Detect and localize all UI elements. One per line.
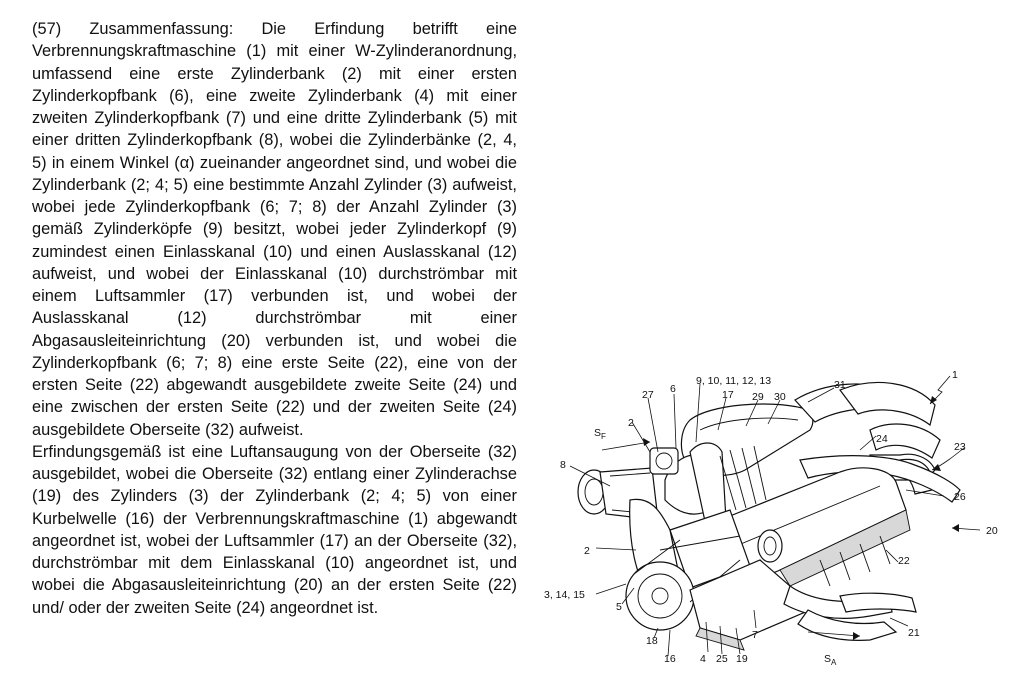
label-16: 16 xyxy=(664,653,676,665)
label-26: 26 xyxy=(954,491,966,503)
label-sa-main: S xyxy=(824,653,832,665)
label-5: 5 xyxy=(616,601,622,613)
label-7: 7 xyxy=(752,629,758,641)
abstract-paragraph-1: (57) Zusammenfassung: Die Erfindung betrifft eine Verbrennungskraftmaschine (1) mit einer W-Zylinderanordnung, umfassend eine erste Zylinderbank (2) mit einer ersten Zylinderkopfbank (6), eine zweite Zylinderbank (4) mit einer zweiten Zylinderkopfbank (7) und eine dritte Zylinderbank (5) mit einer dritten Zylinderkopfbank (8), wobei die Zylinderbänke (2, 4, 5) in einem Winkel (α) zueinander angeordnet sind, und wobei die Zylinderbank (2; 4; 5) eine bestimmte Anzahl Zylinder (3) aufweist, wobei jede Zylinderkopfbank (6; 7; 8) der Anzahl Zylinder (3) gemäß Zylinderköpfe (9) besitzt, wobei jeder Zylinderkopf (9) zumindest einen Einlasskanal (10) und einen Auslasskanal (12) aufweist, und wobei der Einlasskanal (10) durchströmbar mit einem Luftsammler (17) verbunden ist, und wobei der Auslasskanal (12) durchströmbar mit einer Abgasausleiteinrichtung (20) verbunden ist, und wobei die Zylinderkopfbank (6; 7; 8) eine erste Seite (22), eine von der ersten Seite (22) abgewandt ausgebildete zweite Seite (24) und eine zwischen der ersten Seite (22) und der zweiten Seite (24) ausgebildete Oberseite (32) aufweist. xyxy=(32,20,517,439)
label-sa-sub: A xyxy=(831,658,837,667)
label-22: 22 xyxy=(898,555,910,567)
label-18: 18 xyxy=(646,635,658,647)
label-8: 8 xyxy=(560,459,566,471)
label-25: 25 xyxy=(716,653,728,665)
label-sf-main: S xyxy=(594,427,602,439)
label-1: 1 xyxy=(952,369,958,381)
engine-drawing xyxy=(540,360,1024,684)
label-sf xyxy=(594,427,606,441)
abstract-paragraph-2: Erfindungsgemäß ist eine Luftansaugung von der Oberseite (32) ausgebildet, wobei die Oberseite (32) entlang einer Zylinderachse (19) des Zylinders (3) der Zylinderbank (2; 4; 5) von einer Kurbelwelle (16) der Verbrennungskraftmaschine (1) abgewandt angeordnet ist, wobei der Luftsammler (17) an der Oberseite (32), durchströmbar mit dem Einlasskanal (10) angeordnet ist, und wobei die Abgasausleiteinrichtung (20) an der ersten Seite (22) und/ oder der zweiten Seite (24) angeordnet ist. xyxy=(32,442,517,617)
label-23: 23 xyxy=(954,441,966,453)
label-29: 29 xyxy=(752,391,764,403)
label-24: 24 xyxy=(876,433,888,445)
label-17: 17 xyxy=(722,389,734,401)
label-9-13: 9, 10, 11, 12, 13 xyxy=(696,375,772,387)
label-2-top: 2 xyxy=(628,417,634,429)
abstract-text xyxy=(32,18,517,619)
label-2-bottom: 2 xyxy=(584,545,590,557)
engine-figure xyxy=(540,360,1024,684)
label-3-14-15: 3, 14, 15 xyxy=(544,589,585,601)
label-27: 27 xyxy=(642,389,654,401)
label-20: 20 xyxy=(986,525,998,537)
label-sa xyxy=(824,653,837,667)
label-30: 30 xyxy=(774,391,786,403)
label-21: 21 xyxy=(908,627,920,639)
label-6: 6 xyxy=(670,383,676,395)
label-sf-sub: F xyxy=(601,432,606,441)
label-19: 19 xyxy=(736,653,748,665)
label-4: 4 xyxy=(700,653,706,665)
label-31: 31 xyxy=(834,379,846,391)
